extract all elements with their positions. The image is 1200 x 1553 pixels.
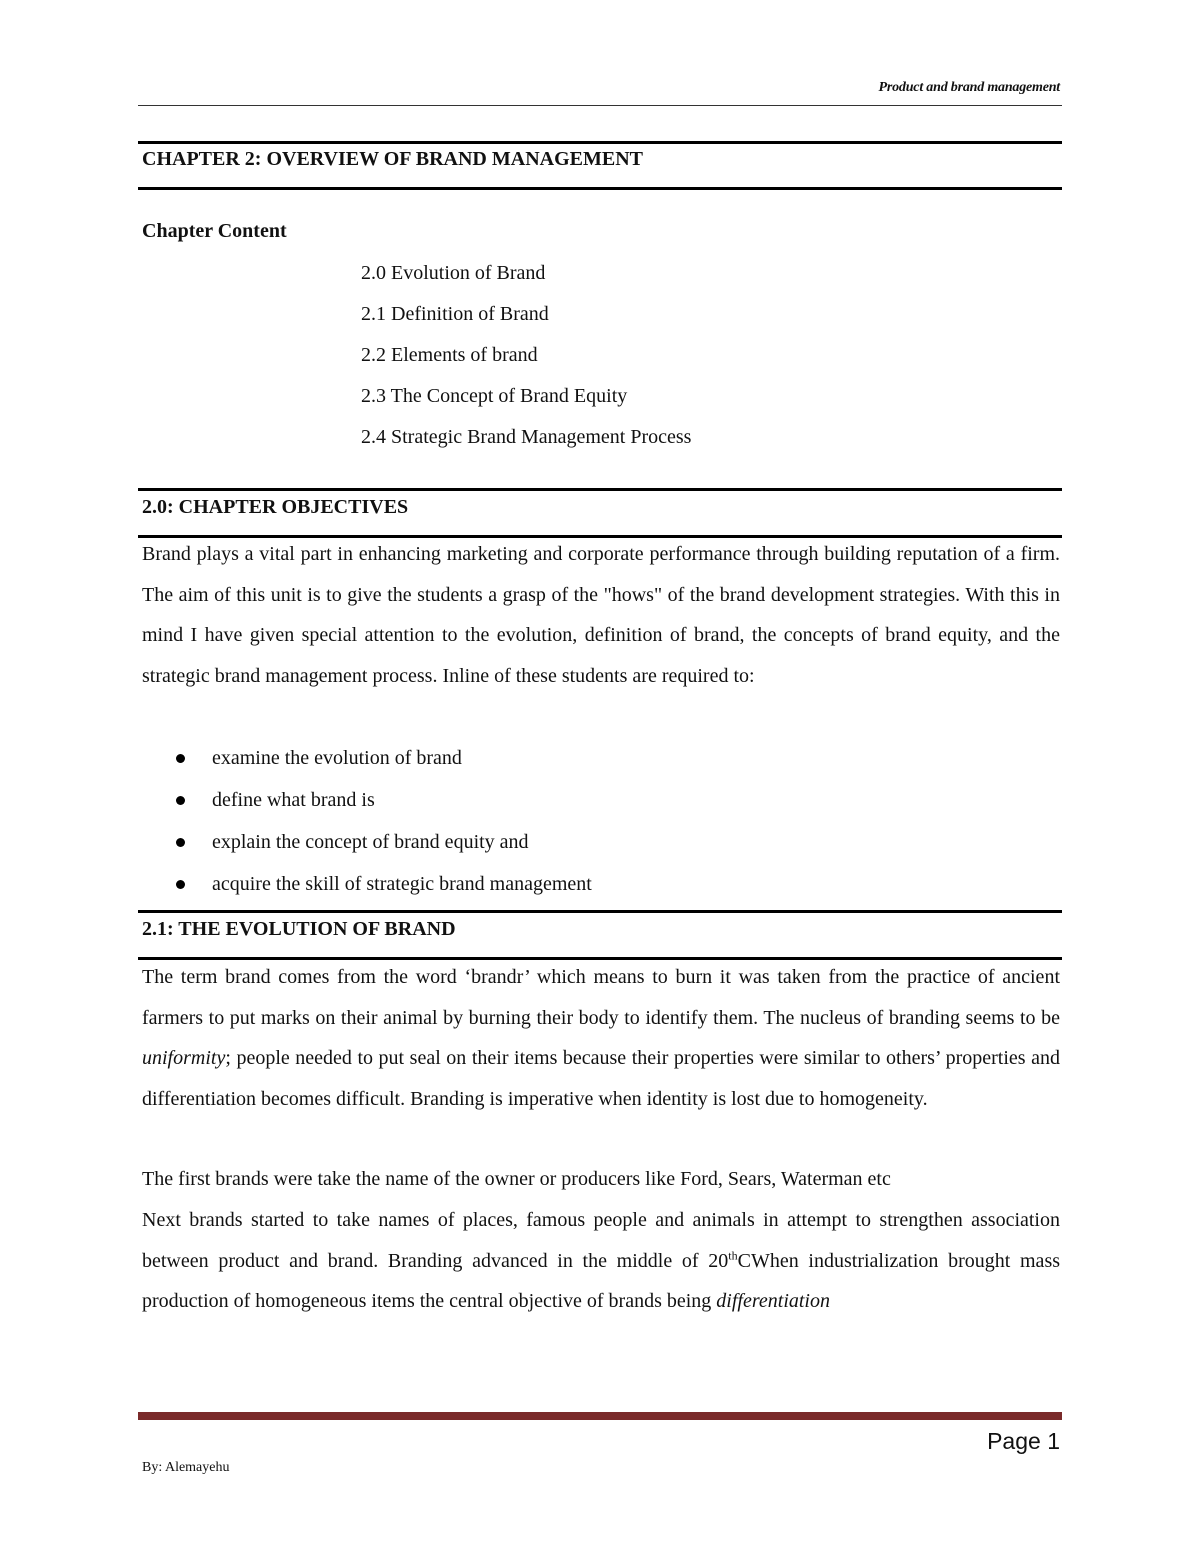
list-item-text: explain the concept of brand equity and [212, 831, 529, 853]
objectives-list [142, 740, 592, 908]
toc-item: 2.4 Strategic Brand Management Process [361, 426, 692, 448]
chapter-title-rule-bottom [138, 187, 1062, 190]
text-span: ; people needed to put seal on their items because their properties were similar to others’ properties and differentiation becomes difficult. Branding is imperative when identity is lost due to homogeneity. [142, 1047, 1060, 1110]
toc-item: 2.1 Definition of Brand [361, 303, 549, 325]
list-item-text: acquire the skill of strategic brand management [212, 873, 592, 895]
footer-rule [138, 1412, 1062, 1420]
evolution-paragraph-3 [142, 1200, 1060, 1322]
evolution-rule-top [138, 910, 1062, 913]
bullet-icon [176, 796, 185, 805]
table-of-contents [361, 258, 691, 463]
evolution-paragraph-2: The first brands were take the name of the owner or producers like Ford, Sears, Waterman etc [142, 1168, 891, 1190]
list-item [142, 740, 592, 782]
objectives-rule-top [138, 488, 1062, 491]
header-rule [138, 105, 1062, 106]
list-item [142, 824, 592, 866]
bullet-icon [176, 838, 185, 847]
text-span: The term brand comes from the word ‘brandr’ which means to burn it was taken from the practice of ancient farmers to put marks on their animal by burning their body to identify them. The nucleus of branding seems to be [142, 966, 1060, 1029]
toc-item: 2.3 The Concept of Brand Equity [361, 385, 628, 407]
text-span: CWhen industrialization brought mass production of homogeneous items the central objective of brands being [142, 1249, 1061, 1313]
emphasis-uniformity: uniformity [142, 1047, 226, 1070]
author-credit: By: Alemayehu [142, 1460, 230, 1475]
running-header: Product and brand management [878, 80, 1060, 95]
evolution-heading: 2.1: THE EVOLUTION OF BRAND [142, 918, 456, 940]
bullet-icon [176, 754, 185, 763]
chapter-content-label: Chapter Content [142, 220, 287, 242]
list-item [142, 866, 592, 908]
text-span: Next brands started to take names of places, famous people and animals in attempt to strengthen association between product and brand. Branding advanced in the middle of 20 [142, 1209, 1060, 1272]
chapter-title: CHAPTER 2: OVERVIEW OF BRAND MANAGEMENT [142, 148, 643, 170]
list-item-text: examine the evolution of brand [212, 747, 462, 769]
page-number: Page 1 [987, 1428, 1060, 1454]
chapter-title-rule-top [138, 141, 1062, 144]
list-item-text: define what brand is [212, 789, 375, 811]
objectives-heading: 2.0: CHAPTER OBJECTIVES [142, 496, 409, 518]
toc-item: 2.2 Elements of brand [361, 344, 538, 366]
superscript-th: th [728, 1247, 738, 1262]
bullet-icon [176, 880, 185, 889]
toc-item: 2.0 Evolution of Brand [361, 262, 546, 284]
list-item [142, 782, 592, 824]
evolution-paragraph-1 [142, 957, 1060, 1119]
emphasis-differentiation: differentiation [716, 1290, 830, 1313]
objectives-paragraph: Brand plays a vital part in enhancing marketing and corporate performance through building reputation of a firm. The aim of this unit is to give the students a grasp of the "hows" of the brand development strategies. With this in mind I have given special attention to the evolution, definition of brand, the concepts of brand equity, and the strategic brand management process. Inline of these students are required to: [142, 543, 1060, 687]
